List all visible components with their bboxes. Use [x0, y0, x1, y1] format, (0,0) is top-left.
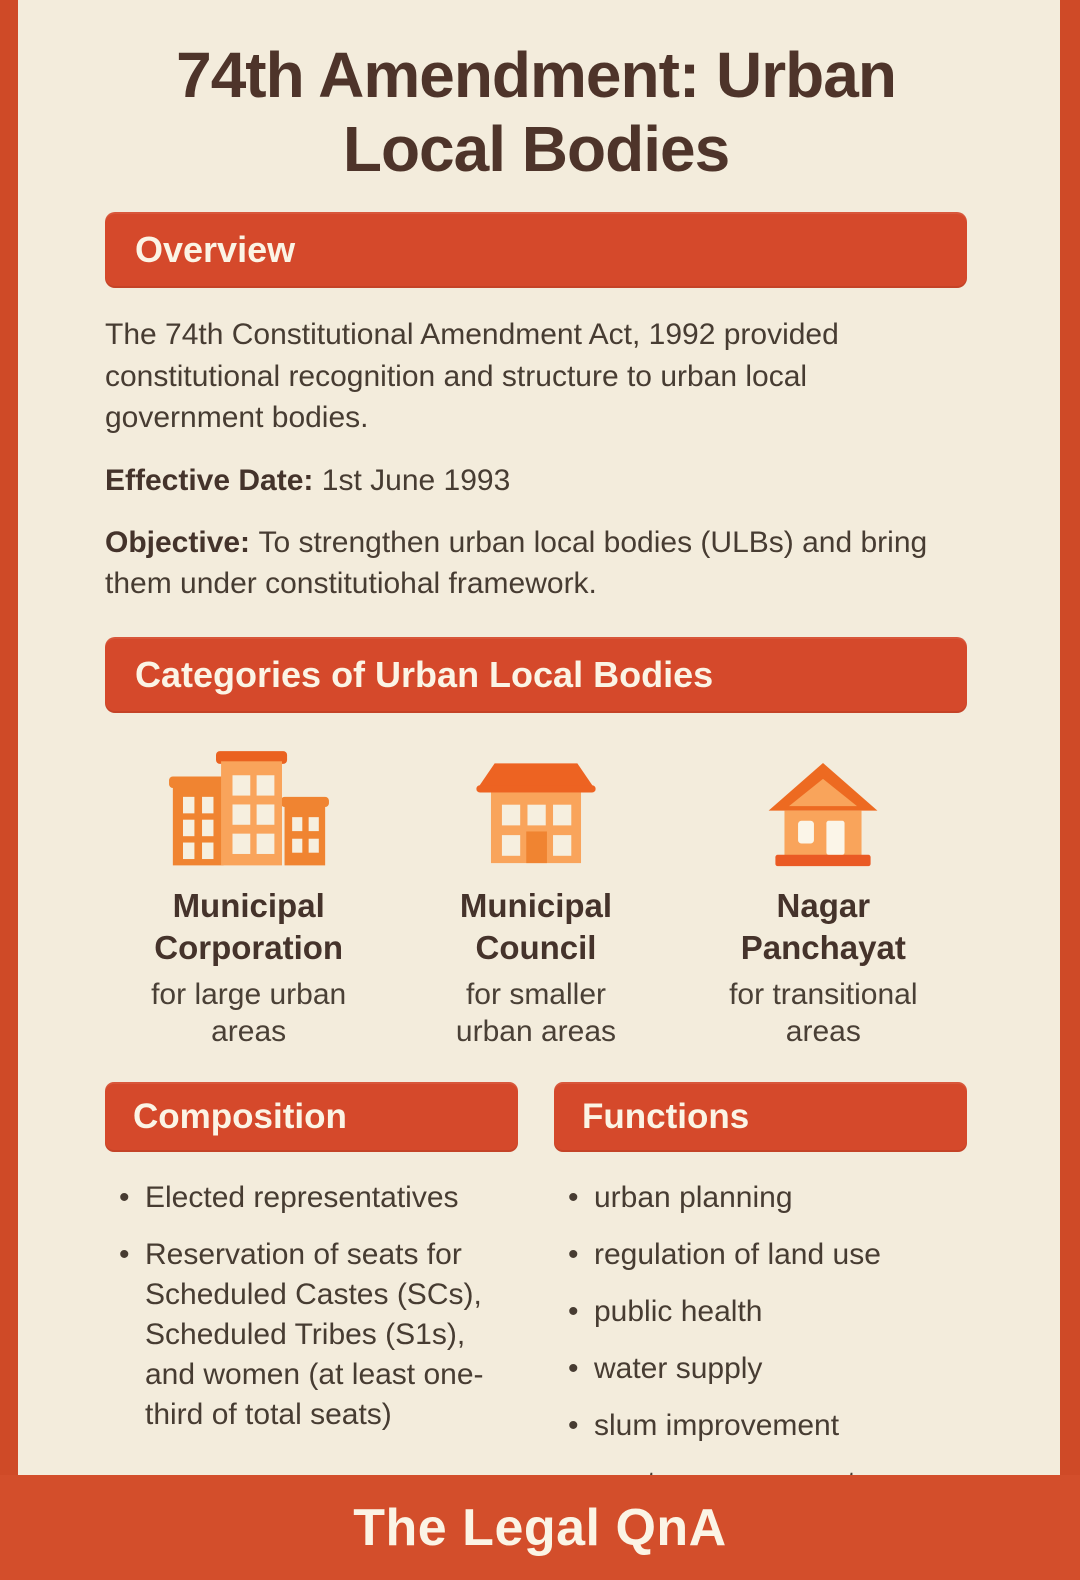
- village-home-icon: [755, 737, 891, 873]
- functions-list: [554, 1178, 967, 1502]
- footer-band: [0, 1475, 1080, 1580]
- effective-date-value: 1st June 1993: [321, 463, 511, 497]
- city-buildings-icon: [165, 737, 333, 873]
- categories-heading-label: Categories of Urban Local Bodies: [135, 653, 714, 695]
- page-title: 74th Amendment: Urban Local Bodies: [176, 39, 896, 186]
- composition-column: [105, 1082, 518, 1519]
- category-card-municipal-corporation: [105, 737, 392, 1051]
- composition-list: [105, 1178, 518, 1434]
- functions-column: [554, 1082, 967, 1519]
- overview-section-header: [105, 212, 967, 288]
- overview-heading-label: Overview: [135, 229, 296, 271]
- list-item: • public health: [568, 1292, 967, 1332]
- list-item: • Reservation of seats for Scheduled Castes (SCs), Scheduled Tribes (S1s), and women (at least one-third of total seats): [119, 1235, 518, 1434]
- effective-date-line: [105, 460, 967, 501]
- composition-functions-section: [105, 1082, 967, 1519]
- list-item: • regulation of land use: [568, 1235, 967, 1275]
- categories-row: [105, 737, 967, 1051]
- overview-text-block: [105, 314, 967, 604]
- list-item: • urban planning: [568, 1178, 967, 1218]
- categories-section-header: [105, 637, 967, 713]
- composition-heading-label: Composition: [133, 1097, 347, 1137]
- category-name: Municipal Corporation: [154, 886, 344, 967]
- content-column: [0, 38, 1080, 1520]
- brand-name: The Legal QnA: [353, 1498, 727, 1557]
- category-name: Municipal Council: [459, 886, 613, 967]
- overview-paragraph: The 74th Constitutional Amendment Act, 1992 provided constitutional recognition and structure to urban local government bodies.: [105, 318, 839, 435]
- category-card-municipal-council: [392, 737, 679, 1051]
- objective-line: [105, 522, 967, 605]
- functions-heading-label: Functions: [582, 1097, 750, 1137]
- composition-section-header: [105, 1082, 518, 1152]
- functions-section-header: [554, 1082, 967, 1152]
- category-description: for transitional areas: [729, 978, 918, 1048]
- category-description: for smaller urban areas: [455, 978, 617, 1048]
- town-house-icon: [463, 737, 609, 873]
- list-item: • Elected representatives: [119, 1178, 518, 1218]
- objective-label: Objective:: [105, 526, 251, 560]
- category-description: for large urban areas: [151, 978, 347, 1048]
- list-item: • water supply: [568, 1349, 967, 1389]
- category-card-nagar-panchayat: [680, 737, 967, 1051]
- list-item: • slum improvement: [568, 1406, 967, 1446]
- category-name: Nagar Panchayat: [740, 886, 906, 967]
- effective-date-label: Effective Date:: [105, 463, 314, 497]
- objective-value: To strengthen urban local bodies (ULBs) and bring them under constitutiohal framework.: [105, 526, 928, 601]
